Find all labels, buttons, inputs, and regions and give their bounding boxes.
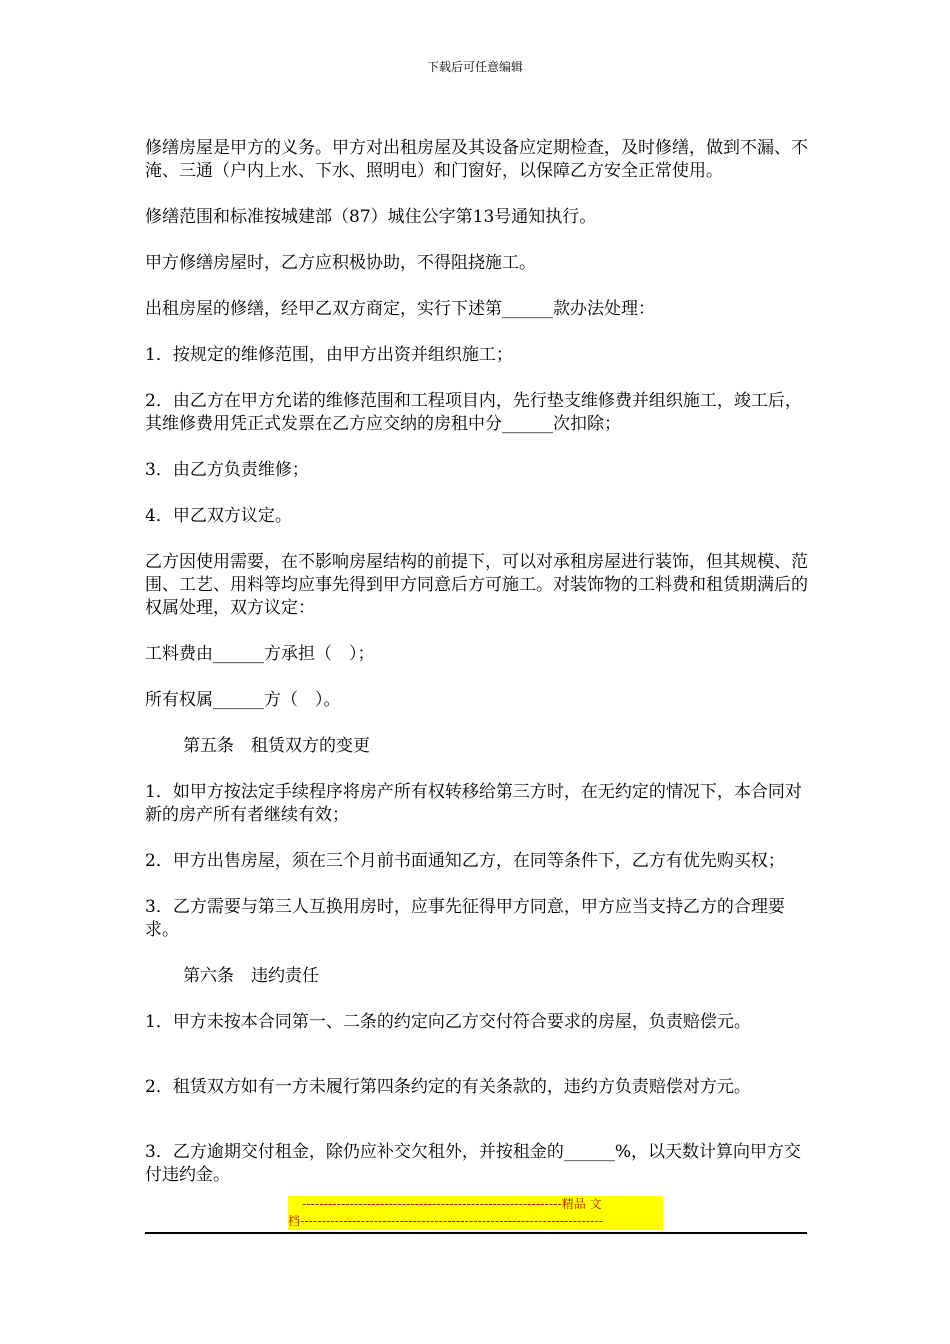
footer-watermark-text1: ------------------------------------------------------------精品 文 xyxy=(302,1197,602,1211)
section-heading-article-6: 第六条 违约责任 xyxy=(183,966,319,986)
paragraph-change-1: 1．如甲方按法定手续程序将房产所有权转移给第三方时，在无约定的情况下，本合同对新的房产所有者继续有效； xyxy=(145,782,802,825)
paragraph-ownership: 所有权属______方（ ）。 xyxy=(145,690,341,710)
paragraph-liability-1: 1．甲方未按本合同第一、二条的约定向乙方交付符合要求的房屋，负责赔偿元。 xyxy=(145,1012,751,1032)
paragraph-liability-2: 2．租赁双方如有一方未履行第四条约定的有关条款的，违约方负责赔偿对方元。 xyxy=(145,1077,751,1097)
paragraph-repair-duty: 修缮房屋是甲方的义务。甲方对出租房屋及其设备应定期检查，及时修缮，做到不漏、不淹、三通（户内上水、下水、照明电）和门窗好，以保障乙方安全正常使用。 xyxy=(145,138,808,181)
section-heading-article-5: 第五条 租赁双方的变更 xyxy=(183,736,370,756)
paragraph-repair-standard: 修缮范围和标准按城建部（87）城住公字第13号通知执行。 xyxy=(145,207,597,227)
paragraph-repair-method: 出租房屋的修缮，经甲乙双方商定，实行下述第______款办法处理： xyxy=(145,299,655,319)
footer-watermark-line1 xyxy=(288,1196,663,1213)
footer-watermark xyxy=(288,1196,663,1230)
paragraph-method-2: 2．由乙方在甲方允诺的维修范围和工程项目内，先行垫支维修费并组织施工，竣工后，其维修费用凭正式发票在乙方应交纳的房租中分______次扣除； xyxy=(145,391,802,434)
paragraph-change-2: 2．甲方出售房屋，须在三个月前书面通知乙方，在同等条件下，乙方有优先购买权； xyxy=(145,851,785,871)
paragraph-method-4: 4．甲乙双方议定。 xyxy=(145,506,292,526)
paragraph-material-cost: 工料费由______方承担（ ）； xyxy=(145,644,375,664)
paragraph-repair-assist: 甲方修缮房屋时，乙方应积极协助，不得阻挠施工。 xyxy=(145,253,536,273)
paragraph-method-3: 3．由乙方负责维修； xyxy=(145,460,309,480)
paragraph-change-3: 3．乙方需要与第三人互换用房时，应事先征得甲方同意，甲方应当支持乙方的合理要求。 xyxy=(145,897,785,940)
page-header: 下载后可任意编辑 xyxy=(426,60,523,74)
paragraph-liability-3: 3．乙方逾期交付租金，除仍应补交欠租外，并按租金的______%，以天数计算向甲方交付违约金。 xyxy=(145,1142,801,1185)
document-body xyxy=(145,137,815,1210)
footer-watermark-text2: 档---------------------------------------------------------------------- xyxy=(288,1214,604,1228)
paragraph-decoration: 乙方因使用需要，在不影响房屋结构的前提下，可以对承租房屋进行装饰，但其规模、范围、工艺、用料等均应事先得到甲方同意后方可施工。对装饰物的工料费和租赁期满后的权属处理，双方议定： xyxy=(145,552,808,618)
footer-divider xyxy=(145,1232,807,1234)
footer-watermark-line2 xyxy=(288,1213,663,1230)
paragraph-method-1: 1．按规定的维修范围，由甲方出资并组织施工； xyxy=(145,345,513,365)
